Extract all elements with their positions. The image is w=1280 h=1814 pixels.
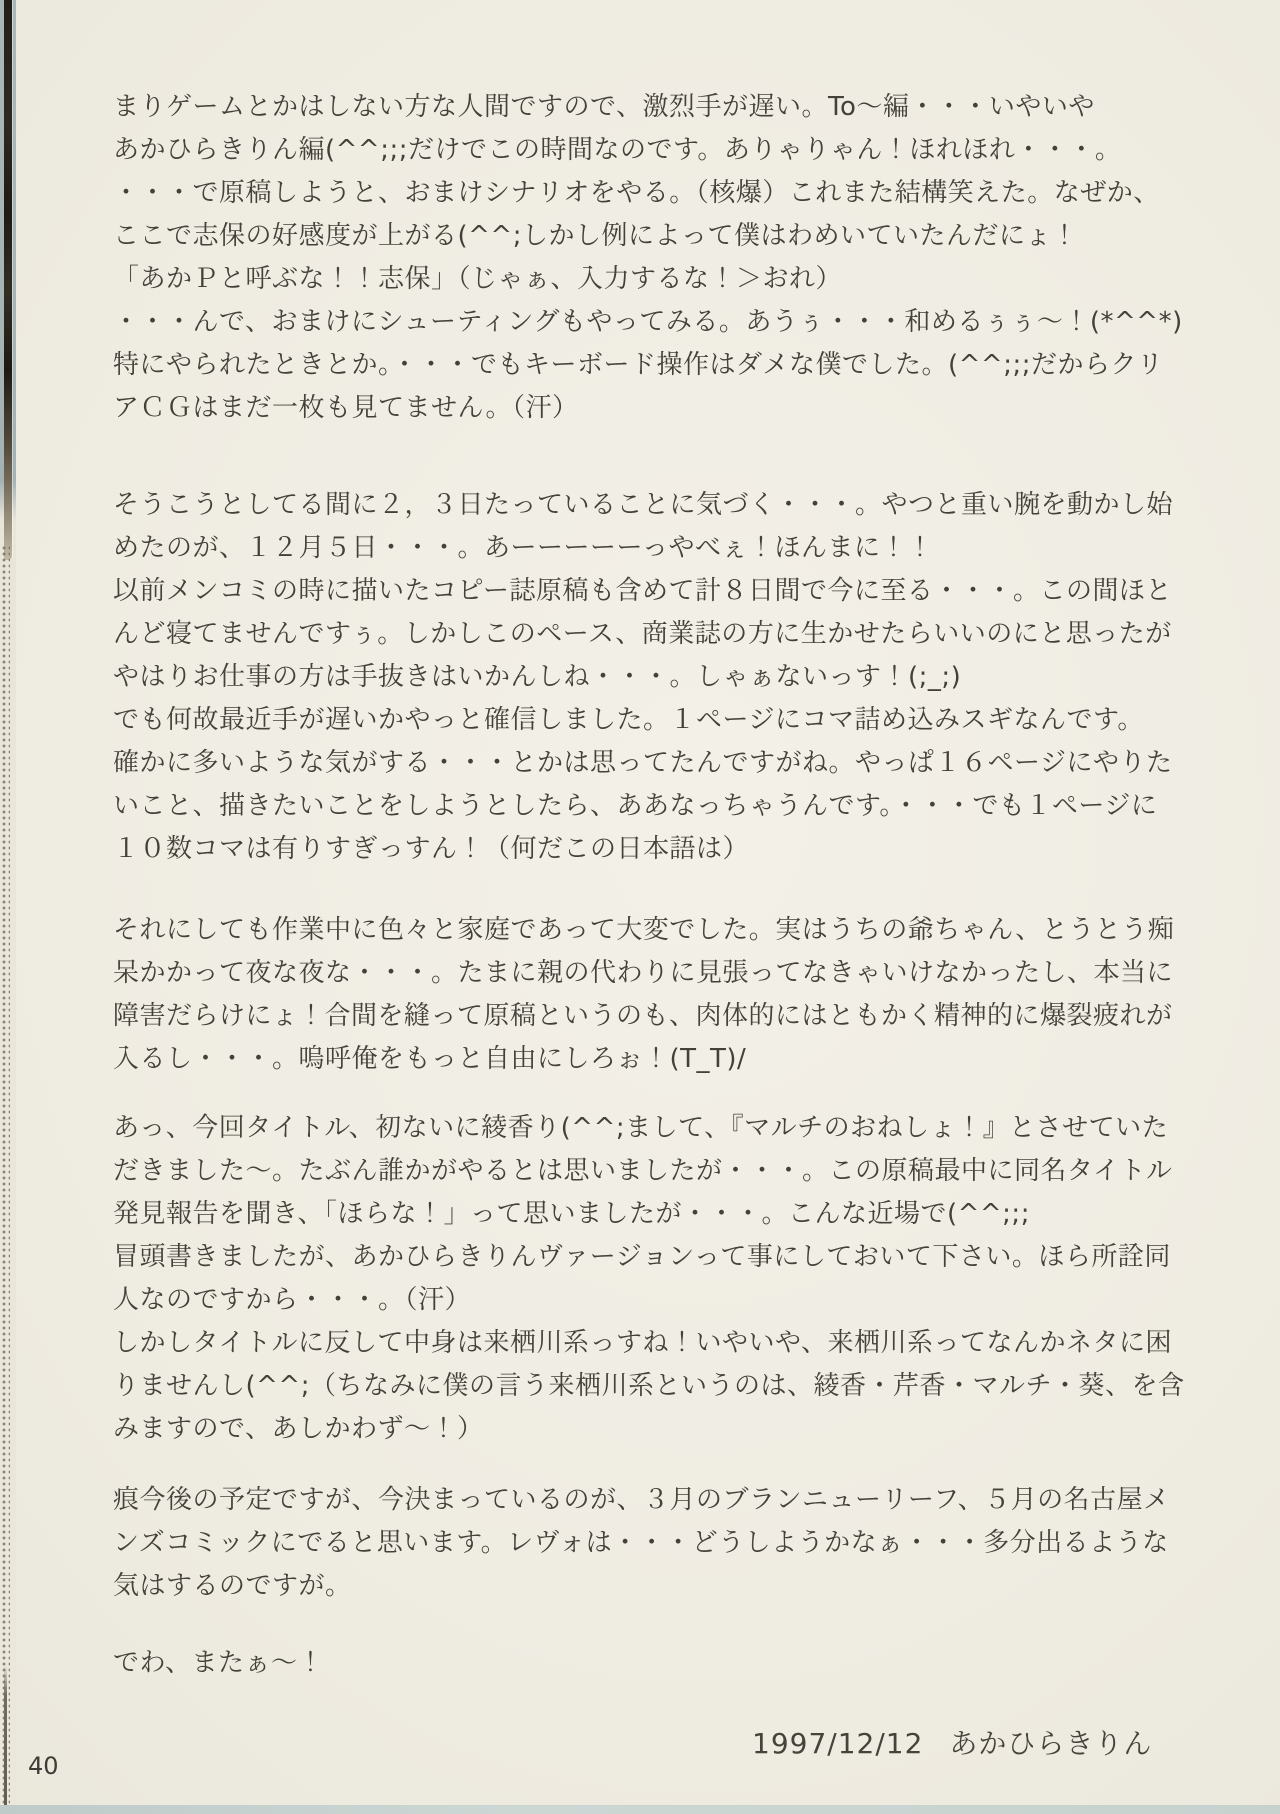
text-line: でも何故最近手が遅いかやっと確信しました。１ページにコマ詰め込みスギなんです。 bbox=[113, 705, 1144, 735]
paragraph bbox=[113, 909, 1175, 1081]
text-line: やはりお仕事の方は手抜きはいかんしね・・・。しゃぁないっす！(;_;) bbox=[113, 662, 962, 692]
text-line: いこと、描きたいことをしようとしたら、ああなっちゃうんです。・・・でも１ページに bbox=[113, 791, 1158, 821]
text-line: でわ、またぁ〜！ bbox=[113, 1648, 324, 1678]
text-line: 特にやられたときとか。・・・でもキーボード操作はダメな僕でした。(^^;;;だからクリ bbox=[113, 350, 1164, 380]
paragraph bbox=[113, 86, 1183, 430]
text-line: りませんし(^^;（ちなみに僕の言う来栖川系というのは、綾香・芹香・マルチ・葵、を含 bbox=[113, 1371, 1185, 1401]
text-line: 冒頭書きましたが、あかひらきりんヴァージョンって事にしておいて下さい。ほら所詮同 bbox=[113, 1242, 1171, 1272]
footer-credit bbox=[752, 1722, 1152, 1762]
page-number: 40 bbox=[28, 1752, 59, 1780]
footer-author: あかひらきりん bbox=[949, 1727, 1153, 1760]
text-line: しかしタイトルに反して中身は来栖川系っすね！いやいや、来栖川系ってなんかネタに困 bbox=[113, 1328, 1172, 1358]
text-line: １０数コマは有りすぎっすん！（何だこの日本語は） bbox=[113, 834, 750, 864]
text-line: ・・・で原稿しようと、おまけシナリオをやる。（核爆）これまた結構笑えた。なぜか、 bbox=[113, 178, 1160, 208]
text-line: 以前メンコミの時に描いたコピー誌原稿も含めて計８日間で今に至る・・・。この間ほと bbox=[113, 576, 1172, 606]
text-line: ここで志保の好感度が上がる(^^;しかし例によって僕はわめいていたんだにょ！ bbox=[113, 221, 1078, 251]
paragraph bbox=[113, 1107, 1185, 1451]
text-line: ・・・んで、おまけにシューティングもやってみる。あうぅ・・・和めるぅぅ〜！(*^^*) bbox=[113, 307, 1183, 337]
footer-date: 1997/12/12 bbox=[752, 1727, 924, 1760]
afterword-text-block bbox=[113, 0, 1185, 1685]
text-line: あかひらきりん編(^^;;;だけでこの時間なのです。ありゃりゃん！ほれほれ・・・。 bbox=[113, 135, 1122, 165]
scan-bottom-edge-artifact bbox=[0, 1805, 1280, 1814]
text-line: それにしても作業中に色々と家庭であって大変でした。実はうちの爺ちゃん、とうとう痴 bbox=[113, 915, 1175, 945]
text-line: めたのが、１２月５日・・・。あーーーーーっやべぇ！ほんまに！！ bbox=[113, 533, 934, 563]
text-line: 呆かかって夜な夜な・・・。たまに親の代わりに見張ってなきゃいけなかったし、本当に bbox=[113, 958, 1174, 988]
text-line: そうこうとしてる間に２，３日たっていることに気づく・・・。やつと重い腕を動かし始 bbox=[113, 490, 1174, 520]
paragraph bbox=[113, 484, 1174, 871]
text-line: 痕今後の予定ですが、今決まっているのが、３月のブランニューリーフ、５月の名古屋メ bbox=[113, 1485, 1170, 1515]
text-line: 気はするのですが。 bbox=[113, 1571, 352, 1601]
text-line: 発見報告を聞き、「ほらな！」って思いましたが・・・。こんな近場で(^^;;; bbox=[113, 1199, 1030, 1229]
text-line: あっ、今回タイトル、初ないに綾香り(^^;まして、『マルチのおねしょ！』とさせていた bbox=[113, 1113, 1169, 1143]
paragraph bbox=[113, 1479, 1170, 1608]
text-line: ンズコミックにでると思います。レヴォは・・・どうしようかなぁ・・・多分出るような bbox=[113, 1528, 1169, 1558]
scan-left-edge-artifact bbox=[0, 0, 16, 1814]
text-line: 確かに多いような気がする・・・とかは思ってたんですがね。やっぱ１６ページにやりた bbox=[113, 748, 1173, 778]
text-line: 「あかＰと呼ぶな！！志保」（じゃぁ、入力するな！＞おれ） bbox=[113, 264, 843, 294]
text-line: 入るし・・・。嗚呼俺をもっと自由にしろぉ！(T_T)/ bbox=[113, 1044, 747, 1074]
text-line: んど寝てませんですぅ。しかしこのペース、商業誌の方に生かせたらいいのにと思ったが bbox=[113, 619, 1172, 649]
text-line: 人なのですから・・・。（汗） bbox=[113, 1285, 472, 1315]
text-line: まりゲームとかはしない方な人間ですので、激烈手が遅い。To〜編・・・いやいや bbox=[113, 92, 1095, 122]
text-line: アＣＧはまだ一枚も見てません。（汗） bbox=[113, 393, 579, 423]
text-line: 障害だらけにょ！合間を縫って原稿というのも、肉体的にはともかく精神的に爆裂疲れが bbox=[113, 1001, 1173, 1031]
paragraph bbox=[113, 1642, 1127, 1685]
text-line: だきました〜。たぶん誰かがやるとは思いましたが・・・。この原稿最中に同名タイトル bbox=[113, 1156, 1173, 1186]
text-line: みますので、あしかわず〜！） bbox=[113, 1414, 484, 1444]
